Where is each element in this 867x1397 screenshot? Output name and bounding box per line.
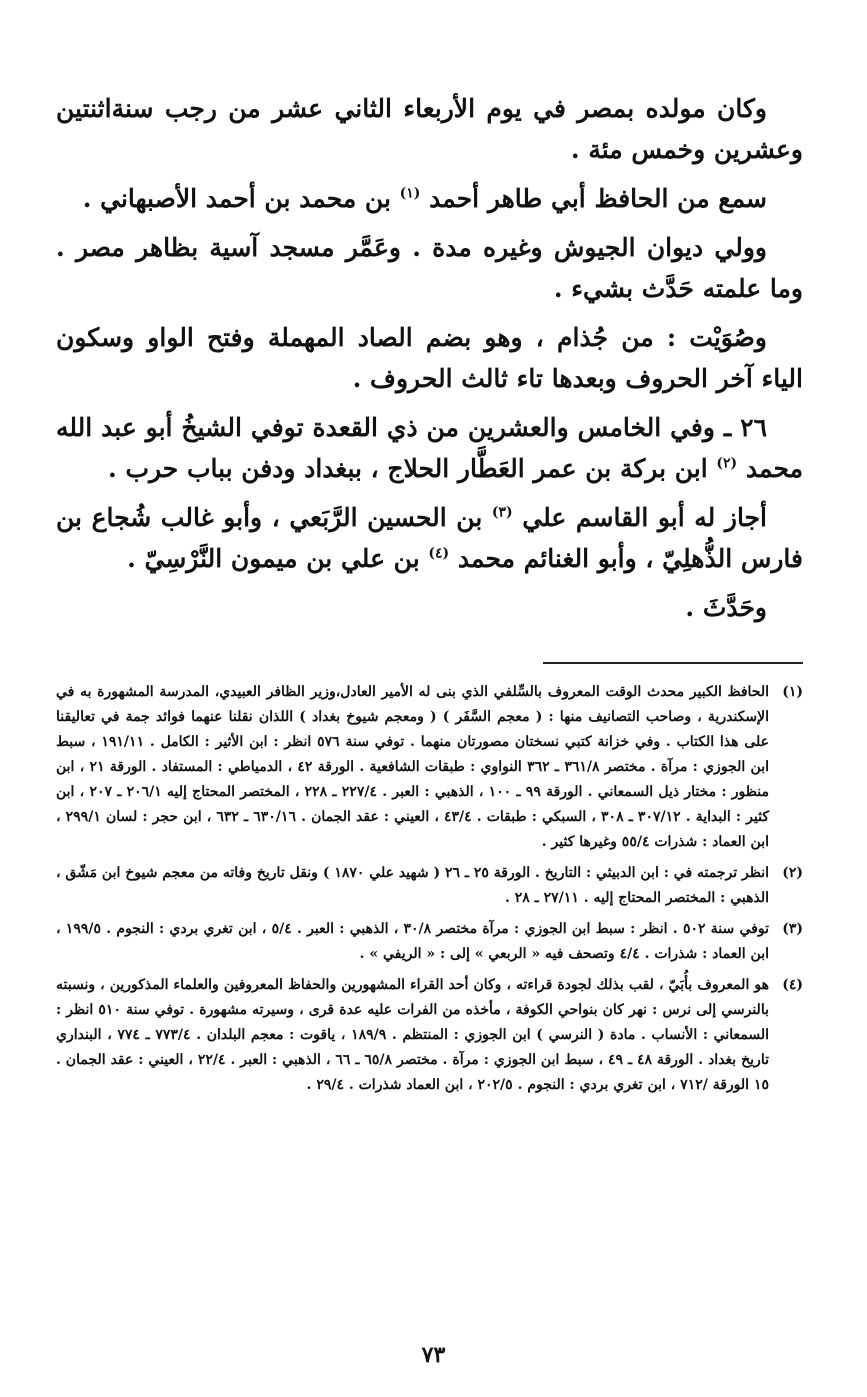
paragraph-birth: وكان مولده بمصر في يوم الأربعاء الثاني عشر من رجب سنةاثنتين وعشرين وخمس مئة . (56, 94, 803, 164)
footnote-ref-2: (٢) (716, 455, 738, 472)
footnote-4 (56, 973, 803, 1098)
footnote-ref-1: (١) (399, 185, 421, 202)
footnote-2 (56, 861, 803, 911)
paragraph-ijaza (56, 497, 803, 579)
footnote-text: توفي سنة ٥٠٢ . انظر : سبط ابن الجوزي : مرآة مختصر ٣٠/٨ ، الذهبي : العبر . ٥/٤ ، ابن تغري بردي : النجوم . ١٩٩/٥ ، ابن العماد : شذرات . ٤/٤ وتصحف فيه « الربعي » إلى : « الريفي » . (56, 921, 769, 962)
main-text (56, 88, 803, 628)
paragraph-nisba: وصُوَيْت : من جُذام ، وهو بضم الصاد المهملة وفتح الواو وسكون الياء آخر الحروف وبعدها تاء ثالث الحروف . (56, 323, 803, 393)
paragraph-ijaza-part1: أجاز له أبو القاسم علي (522, 503, 767, 532)
footnote-divider (543, 662, 803, 664)
paragraph-hearing-part1: سمع من الحافظ أبي طاهر أحمد (429, 184, 767, 213)
paragraph-office: وولي ديوان الجيوش وغيره مدة . وعَمَّر مسجد آسية بظاهر مصر . وما علمته حَدَّث بشيء . (56, 233, 803, 303)
paragraph-ijaza-part3: بن علي بن ميمون النَّرْسِيّ . (127, 544, 420, 573)
paragraph-narrated: وحَدَّثَ . (685, 593, 767, 622)
paragraph-entry-26 (56, 407, 803, 489)
page-number: ٧٣ (421, 1342, 446, 1368)
footnote-text: انظر ترجمته في : ابن الدبيثي : التاريخ . الورقة ٢٥ ـ ٢٦ ( شهيد علي ١٨٧٠ ) ونقل تاريخ وفاته من معجم شيوخ ابن مَشّق ، الذهبي : المختصر المحتاج إليه . ٢٧/١١ ـ ٢٨ . (56, 865, 769, 906)
footnote-number: (٤) (782, 977, 803, 993)
footnote-number: (٣) (782, 921, 803, 937)
footnote-1 (56, 680, 803, 855)
footnote-text: هو المعروف بأُبَيّ ، لقب بذلك لجودة قراءته ، وكان أحد القراء المشهورين والحفاظ المعروفين والعلماء المذكورين ، ونسبته بالنرسي إلى نرس : نهر كان بنواحي الكوفة ، مأخذه من الفرات عليه عدة قرى ، وسيرته مشهورة . توفي سنة ٥١٠ انظر : السمعاني : الأنساب . مادة ( النرسي ) ابن الجوزي : المنتظم . ١٨٩/٩ ، ياقوت : معجم البلدان . ٧٧٣/٤ ـ ٧٧٤ ، البنداري تاريخ بغداد . الورقة ٤٨ ـ ٤٩ ، سبط ابن الجوزي : مرآة . مختصر ٦٥/٨ ـ ٦٦ ، الذهبي : العبر . ٢٢/٤ ، العيني : عقد الجمان . ١٥ الورقة /٧١٢ ، ابن تغري بردي : النجوم . ٢٠٢/٥ ، ابن العماد شذرات . ٢٩/٤ . (56, 977, 770, 1093)
footnote-ref-4: (٤) (428, 545, 450, 562)
footnote-text: الحافظ الكبير محدث الوقت المعروف بالسِّلفي الذي بنى له الأمير العادل،وزير الظافر العبيدي، المدرسة المشهورة به في الإسكندرية ، وصاحب التصانيف منها : ( معجم السَّفَر ) ( ومعجم شيوخ بغداد ) اللذان نقلنا عنهما فوائد جمة في تعاليقنا على هذا الكتاب . وفي خزانة كتبي نسختان مصورتان منهما . توفي سنة ٥٧٦ انظر : ابن الأثير : الكامل . ١٩١/١١ ، سبط ابن الجوزي : مرآة . مختصر ٣٦١/٨ ـ ٣٦٢ النواوي : طبقات الشافعية . الورقة ٤٢ ، الدمياطي : المستفاد . الورقة ٢١ ، ابن منظور : مختار ذيل السمعاني . الورقة ٩٩ ـ ١٠٠ ، الذهبي : العبر . ٢٢٧/٤ ـ ٢٢٨ ، المختصر المحتاج إليه ٢٠٦/١ ـ ٢٠٧ ، ابن كثير : البداية . ٣٠٧/١٢ ـ ٣٠٨ ، السبكي : طبقات . ٤٣/٤ ، العيني : عقد الجمان . ٦٣٠/١٦ ـ ٦٣٢ ، ابن حجر : لسان ٢٩٩/١ ، ابن العماد : شذرات ٥٥/٤ وغيرها كثير . (56, 684, 770, 850)
paragraph-entry-26-part1: ٢٦ ـ وفي الخامس والعشرين من ذي القعدة توفي الشيخُ أبو عبد الله محمد (56, 413, 803, 483)
paragraph-hearing-part2: بن محمد بن أحمد الأصبهاني . (82, 184, 391, 213)
footnote-3 (56, 917, 803, 967)
paragraph-entry-26-part2: ابن بركة بن عمر العَطَّار الحلاج ، ببغداد ودفن بباب حرب . (108, 454, 708, 483)
paragraph-ijaza-part2: بن الحسين الرَّبَعي ، وأبو غالب شُجاع بن فارس الذُّهلِيّ ، وأبو الغنائم محمد (56, 503, 803, 573)
footnote-number: (٢) (782, 865, 803, 881)
footnote-number: (١) (782, 684, 803, 700)
paragraph-hearing (56, 178, 803, 219)
footnote-ref-3: (٣) (491, 504, 513, 521)
footnotes (56, 680, 803, 1098)
